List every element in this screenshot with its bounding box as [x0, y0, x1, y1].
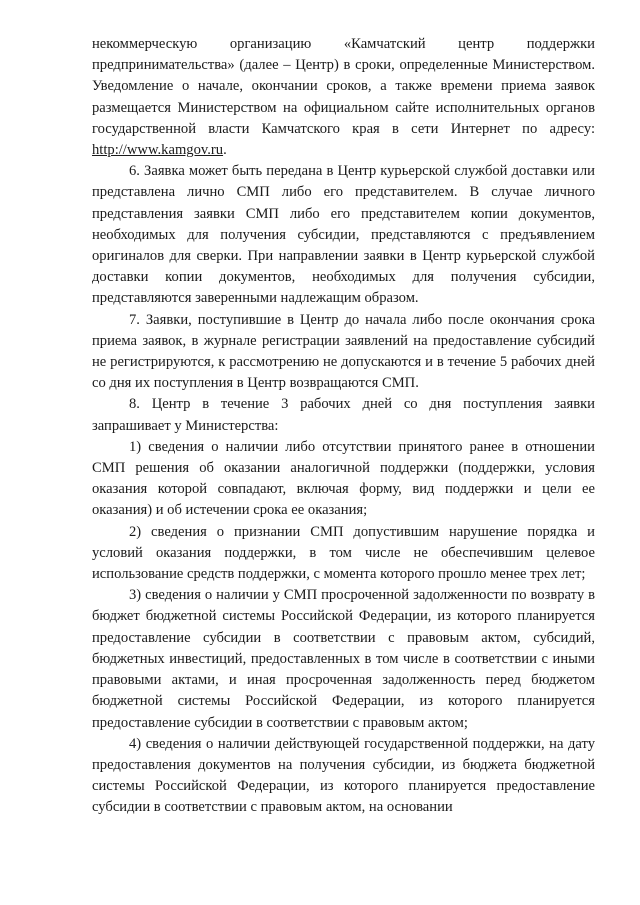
- subitem-8-4: 4) сведения о наличии действующей государственной поддержки, на дату предоставления документов на получения субсидии, из бюджета бюджетной системы Российской Федерации, из которого планируется предоставление субсидии в соответствии с правовым актом, на основании: [92, 735, 595, 816]
- paragraph-continuation: [92, 34, 595, 161]
- website-link[interactable]: http://www.kamgov.ru: [92, 142, 224, 159]
- paragraph-text: некоммерческую организацию «Камчатский центр поддержки предпринимательства» (далее – Центр) в сроки, определенные Министерством. Уведомление о начале, окончании сроков, а также времени приема заявок размещается Министерством на официальном сайте исполнительных органов государственной власти Камчатского края в сети Интернет по адресу:: [92, 36, 595, 137]
- paragraph-item-7: 7. Заявки, поступившие в Центр до начала либо после окончания срока приема заявок, в журнале регистрации заявлений на предоставление субсидий не регистрируются, к рассмотрению не допускаются и в течение 5 рабочих дней со дня их поступления в Центр возвращаются СМП.: [92, 311, 595, 392]
- paragraph-item-8: 8. Центр в течение 3 рабочих дней со дня поступления заявки запрашивает у Министерства:: [92, 396, 595, 434]
- document-page: [92, 34, 595, 819]
- paragraph-item-6: 6. Заявка может быть передана в Центр курьерской службой доставки или представлена лично СМП либо его представителем. В случае личного представления заявки СМП либо его представителем копии документов, необходимых для получения субсидии, представляются с предъявлением оригиналов для сверки. При направлении заявки в Центр курьерской службой доставки копии документов, необходимых для получения субсидии, представляются заверенными надлежащим образом.: [92, 163, 595, 307]
- subitem-8-3: 3) сведения о наличии у СМП просроченной задолженности по возврату в бюджет бюджетной системы Российской Федерации, из которого планируется предоставление субсидии в соответствии с правовым актом, субсидий, бюджетных инвестиций, предоставленных в том числе в соответствии с иными правовыми актами, и иная просроченная задолженность перед бюджетом бюджетной системы Российской Федерации, из которого планируется предоставление субсидии в соответствии с правовым актом;: [92, 587, 595, 731]
- subitem-8-2: 2) сведения о признании СМП допустившим нарушение порядка и условий оказания поддержки, в том числе не обеспечившим целевое использование средств поддержки, с момента которого прошло менее трех лет;: [92, 523, 595, 583]
- paragraph-text-end: .: [223, 142, 227, 159]
- subitem-8-1: 1) сведения о наличии либо отсутствии принятого ранее в отношении СМП решения об оказании аналогичной поддержки (поддержки, условия оказания которой совпадают, включая форму, вид поддержки и цели ее оказания) и об истечении срока ее оказания;: [92, 438, 595, 519]
